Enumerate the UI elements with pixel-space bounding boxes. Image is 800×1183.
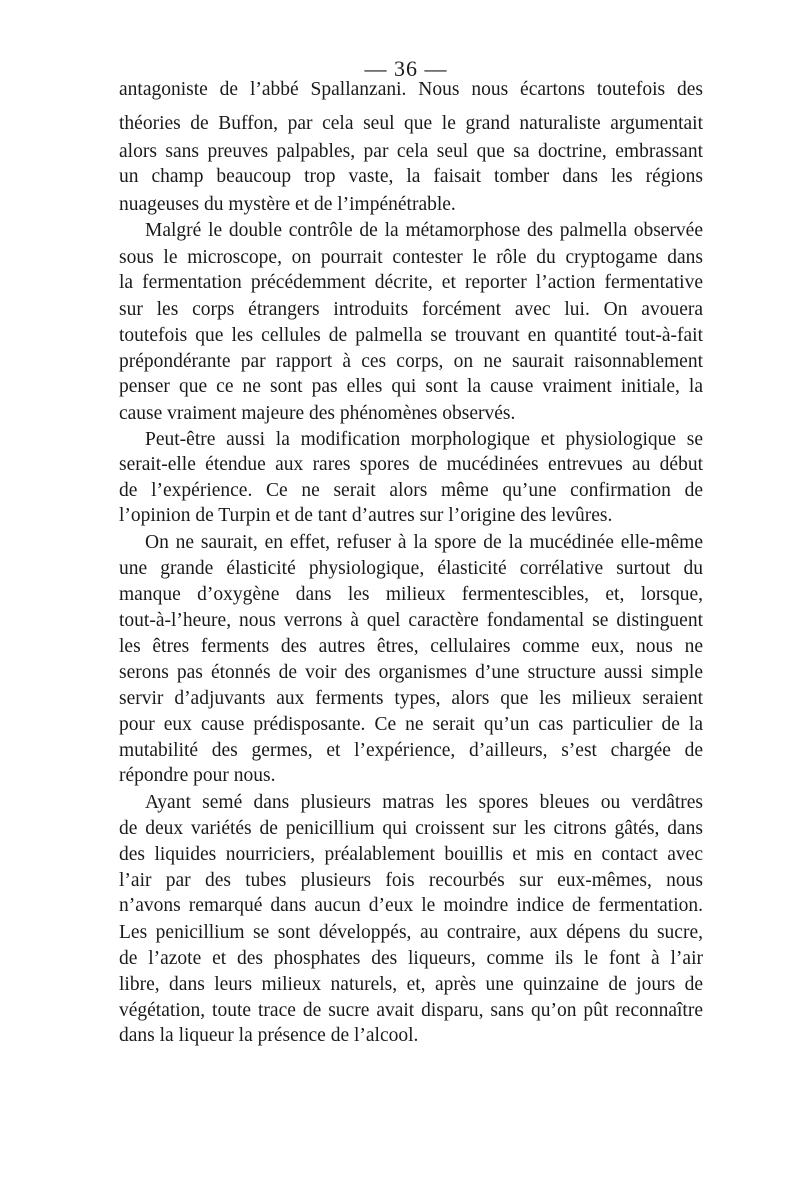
text-line: un champ beaucoup trop vaste, la faisait tomber dans les régions	[119, 166, 703, 187]
text-line: Peut-être aussi la modification morphologique et physiologique se	[145, 429, 703, 450]
text-line: une grande élasticité physiologique, élasticité corrélative surtout du	[119, 558, 703, 579]
text-line: n’avons remarqué dans aucun d’eux le moindre indice de fermentation.	[119, 895, 703, 916]
text-line: On ne saurait, en effet, refuser à la spore de la mucédinée elle-même	[145, 532, 703, 553]
text-line: l’air par des tubes plusieurs fois recourbés sur eux-mêmes, nous	[119, 870, 703, 891]
text-line: serait-elle étendue aux rares spores de mucédinées entrevues au début	[119, 454, 703, 475]
text-line: penser que ce ne sont pas elles qui sont la cause vraiment initiale, la	[119, 376, 703, 397]
text-line: serons pas étonnés de voir des organismes d’une structure aussi simple	[119, 662, 703, 683]
text-line: mutabilité des germes, et l’expérience, d’ailleurs, s’est chargée de	[119, 740, 703, 761]
text-line: nuageuses du mystère et de l’impénétrable.	[119, 194, 456, 215]
text-line: toutefois que les cellules de palmella se trouvant en quantité tout-à-fait	[119, 325, 703, 346]
text-line: dans la liqueur la présence de l’alcool.	[119, 1025, 419, 1046]
text-line: la fermentation précédemment décrite, et reporter l’action fermentative	[119, 272, 703, 293]
text-line: manque d’oxygène dans les milieux fermentescibles, et, lorsque,	[119, 584, 703, 605]
text-line: l’opinion de Turpin et de tant d’autres sur l’origine des levûres.	[119, 505, 613, 526]
text-line: prépondérante par rapport à ces corps, on ne saurait raisonnablement	[119, 351, 703, 372]
text-line: les êtres ferments des autres êtres, cellulaires comme eux, nous ne	[119, 636, 703, 657]
text-line: sous le microscope, on pourrait contester le rôle du cryptogame dans	[119, 247, 703, 268]
text-line: servir d’adjuvants aux ferments types, alors que les milieux seraient	[119, 688, 703, 709]
text-line: Ayant semé dans plusieurs matras les spores bleues ou verdâtres	[145, 792, 703, 813]
text-line: tout-à-l’heure, nous verrons à quel caractère fondamental se distinguent	[119, 610, 703, 631]
text-line: Les penicillium se sont développés, au contraire, aux dépens du sucre,	[119, 922, 703, 943]
text-line: sur les corps étrangers introduits forcément avec lui. On avouera	[119, 299, 703, 320]
text-line: alors sans preuves palpables, par cela seul que sa doctrine, embrassant	[119, 141, 703, 162]
text-line: théories de Buffon, par cela seul que le grand naturaliste argumentait	[119, 113, 703, 134]
text-line: de l’expérience. Ce ne serait alors même qu’une confirmation de	[119, 480, 703, 501]
text-line: pour eux cause prédisposante. Ce ne serait qu’un cas particulier de la	[119, 714, 703, 735]
text-line: des liquides nourriciers, préalablement bouillis et mis en contact avec	[119, 844, 703, 865]
text-line: Malgré le double contrôle de la métamorphose des palmella observée	[145, 220, 703, 241]
text-line: antagoniste de l’abbé Spallanzani. Nous nous écartons toutefois des	[119, 79, 703, 100]
text-line: libre, dans leurs milieux naturels, et, après une quinzaine de jours de	[119, 974, 703, 995]
text-line: cause vraiment majeure des phénomènes observés.	[119, 403, 516, 424]
text-line: répondre pour nous.	[119, 765, 276, 786]
text-line: végétation, toute trace de sucre avait disparu, sans qu’on pût reconnaître	[119, 1000, 703, 1021]
text-line: de deux variétés de penicillium qui croissent sur les citrons gâtés, dans	[119, 818, 703, 839]
page-number: — 36 —	[364, 56, 448, 81]
text-line: de l’azote et des phosphates des liqueurs, comme ils le font à l’air	[119, 948, 703, 969]
